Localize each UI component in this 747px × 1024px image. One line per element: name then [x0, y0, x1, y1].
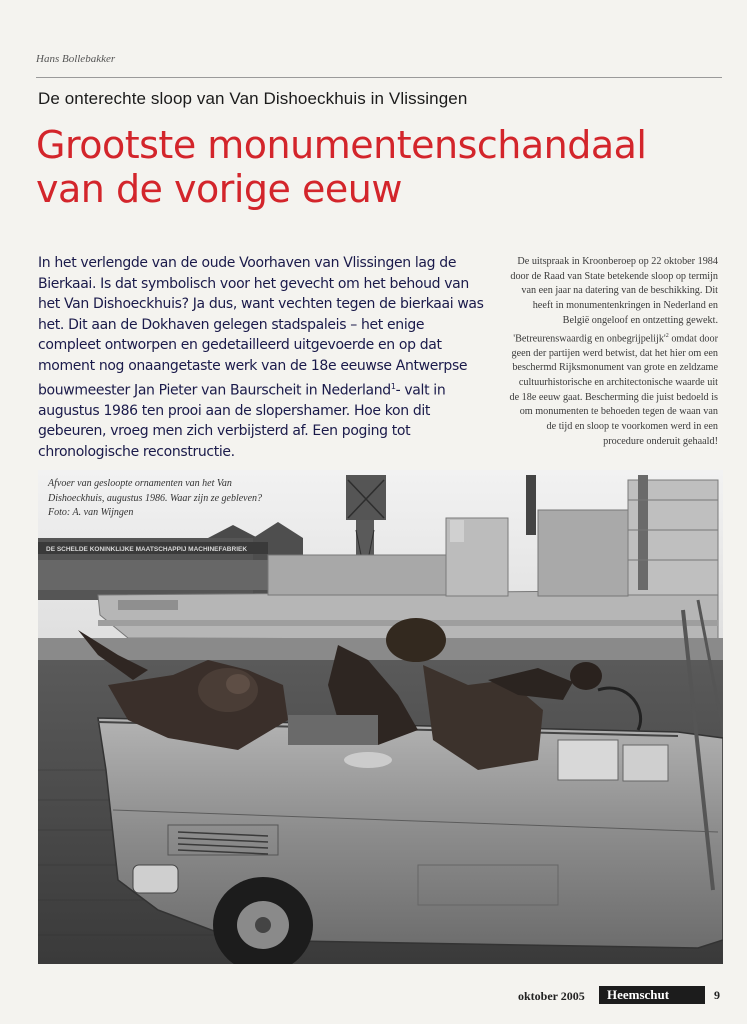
footer-issue-date: oktober 2005 — [518, 989, 585, 1003]
author-byline: Hans Bollebakker — [36, 53, 116, 65]
side-text-1: De uitspraak in Kroonberoep op 22 oktober 1984 door de Raad van State betekende sloop op termijn van een jaar na datering van de beschikking. Dit heeft in monumentenkringen in Nederland en België ongeloof en ontzetting gewekt. 'Betreurenswaardig en onbegrijpelijk' — [510, 256, 718, 344]
footnote-marker-2: 2 — [665, 332, 669, 339]
headline-line-2: van de vorige eeuw — [36, 167, 402, 211]
footer-magazine-name: Heemschut — [599, 986, 705, 1004]
intro-text-2: - valt in augustus 1986 ten prooi aan de slopershamer. Hoe kon dit gebeuren, vroeg men zich verbijsterd af. Een poging tot chronologische reconstructie. — [38, 382, 446, 460]
photo-caption: Afvoer van gesloopte ornamenten van het Van Dishoeckhuis, augustus 1986. Waar zijn ze gebleven? Foto: A. van Wijngen — [48, 478, 263, 518]
footnote-marker-1: 1 — [390, 381, 396, 391]
article-photo — [38, 470, 723, 964]
page-number: 9 — [714, 988, 720, 1002]
article-headline — [36, 123, 726, 211]
article-kicker: De onterechte sloop van Van Dishoeckhuis in Vlissingen — [38, 89, 468, 108]
intro-text-1: In het verlengde van de oude Voorhaven van Vlissingen lag de Bierkaai. Is dat symbolisch voor het gevecht om het behoud van het Van Dishoeckhuis? Ja dus, want vechten tegen de bierkaai was het. Dit aan de Dokhaven gelegen stadspaleis – het enige compleet ontworpen en gedetailleerd uitgevoerde en op dat moment nog onaangetaste werk van de 18e eeuwse Antwerpse bouwmeester Jan Pieter van Baurscheit in Nederland — [38, 255, 484, 399]
shipyard-sign: DE SCHELDE KONINKLIJKE MAATSCHAPPIJ MACHINEFABRIEK — [46, 546, 248, 553]
side-text-2: omdat door geen der partijen werd betwist, dat het hier om een beschermd Rijksmonument van grote en zeldzame cultuurhistorische en architectonische waarde uit de 18e eeuw gaat. Bescherming die juist bedoeld is om monumenten te behoeden tegen de waan van de tijd en sloop te voorkomen werd in een procedure onderuit gehaald! — [509, 332, 718, 447]
intro-paragraph — [38, 253, 488, 463]
headline-line-1: Grootste monumentenschandaal — [36, 123, 647, 167]
side-column-text — [508, 255, 718, 450]
byline-divider — [36, 77, 722, 78]
